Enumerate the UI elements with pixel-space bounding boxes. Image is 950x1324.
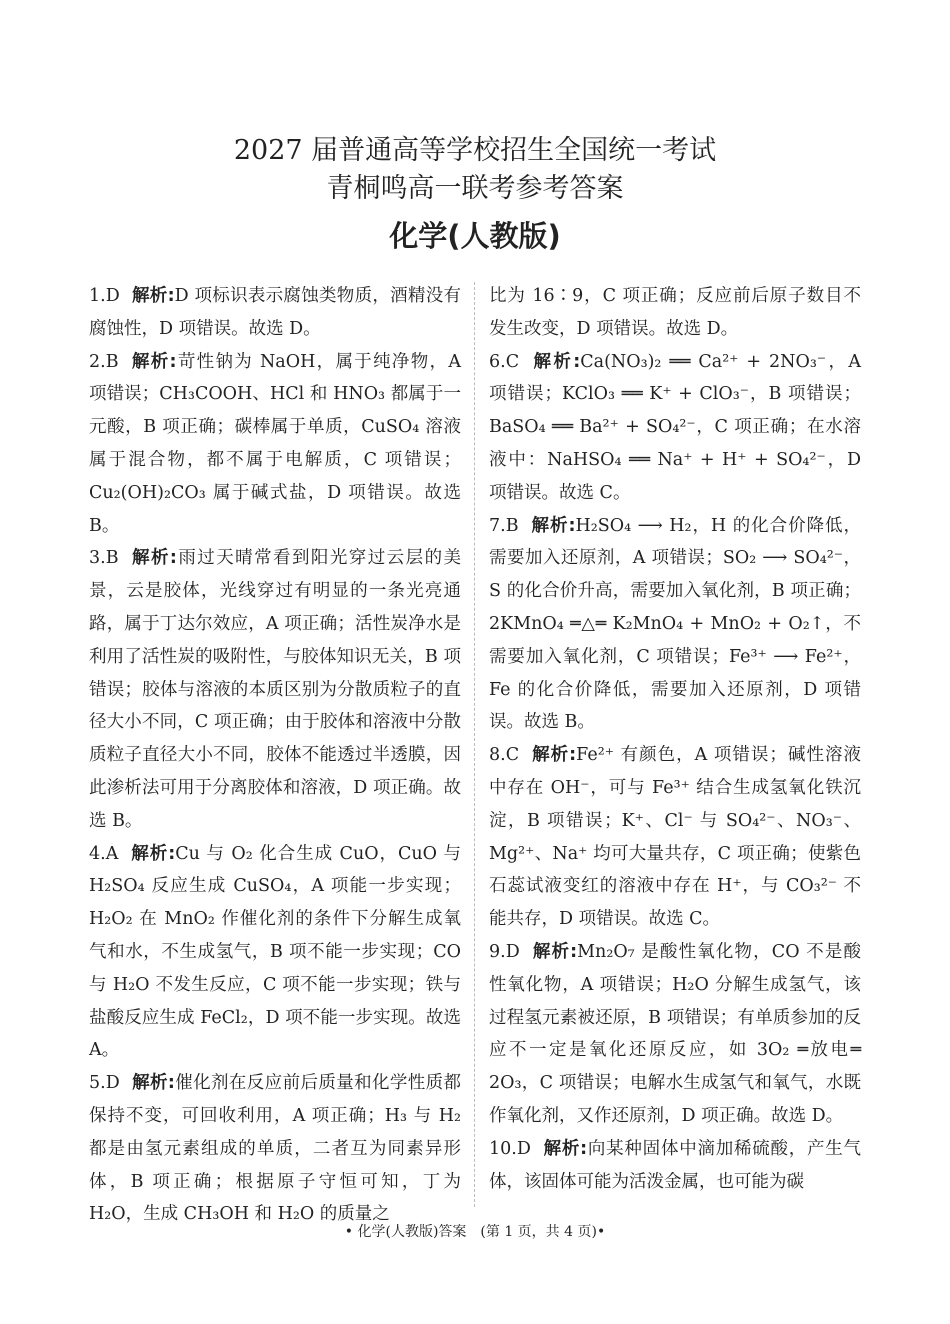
title-line-1: 2027 届普通高等学校招生全国统一考试 <box>233 135 717 166</box>
answer-text: H₂SO₄ ⟶ H₂，H 的化合价降低，需要加入还原剂，A 项错误；SO₂ ⟶ SO₄²⁻，S 的化合价升高，需要加入氧化剂，B 项正确；2KMnO₄ ═△═ K₂MnO₄ + MnO₂ + O₂↑，不需要加入氧化剂，C 项错误；Fe³⁺ ⟶ Fe²⁺，Fe 的化合价降低，需要加入还原剂，D 项错误。故选 B。 <box>489 515 861 733</box>
analysis-label: 解析: <box>530 515 576 536</box>
analysis-label: 解析: <box>130 843 176 864</box>
analysis-label: 解析: <box>542 1138 588 1159</box>
subject-title: 化学(人教版) <box>389 219 561 253</box>
answer-item-2 <box>89 346 461 543</box>
answer-number: 10.D <box>489 1138 531 1159</box>
answer-item-9 <box>489 936 861 1133</box>
answer-number: 6.C <box>489 351 520 372</box>
answer-text: 催化剂在反应前后质量和化学性质都保持不变，可回收利用，A 项正确；H₃ 与 H₂ 都是由氢元素组成的单质，二者互为同素异形体，B 项正确；根据原子守恒可知，丁为 H₂O，生成 CH₃OH 和 H₂O 的质量之 <box>89 1073 462 1225</box>
answer-item-6 <box>489 346 861 510</box>
answer-item-3 <box>89 542 461 837</box>
analysis-label: 解析: <box>531 745 577 766</box>
answer-item-7 <box>489 510 861 740</box>
answer-item-8 <box>489 739 861 936</box>
analysis-label: 解析: <box>531 351 581 372</box>
answer-text: 苛性钠为 NaOH，属于纯净物，A 项错误；CH₃COOH、HCl 和 HNO₃ 都属于一元酸，B 项正确；碳棒属于单质，CuSO₄ 溶液属于混合物，都不属于电解质，C 项错误；Cu₂(OH)₂CO₃ 属于碱式盐，D 项错误。故选 B。 <box>89 351 461 536</box>
answer-text: D 项标识表示腐蚀类物质，酒精没有腐蚀性，D 项错误。故选 D。 <box>89 286 462 339</box>
right-column <box>489 280 861 1198</box>
answer-number: 7.B <box>489 515 519 536</box>
answer-text: Fe²⁺ 有颜色，A 项错误；碱性溶液中存在 OH⁻，可与 Fe³⁺ 结合生成氢氧化铁沉淀，B 项错误；K⁺、Cl⁻ 与 SO₄²⁻、NO₃⁻、Mg²⁺、Na⁺ 均可大量共存，C 项正确；使紫色石蕊试液变红的溶液中存在 H⁺，与 CO₃²⁻ 不能共存，D 项错误。故选 C。 <box>489 745 862 930</box>
column-divider <box>474 282 475 1207</box>
answer-item-4 <box>89 838 461 1068</box>
left-column <box>89 280 461 1231</box>
answer-text: 雨过天晴常看到阳光穿过云层的美景，云是胶体，光线穿过有明显的一条光亮通路，属于丁达尔效应，A 项正确；活性炭净水是利用了活性炭的吸附性，与胶体知识无关，B 项错误；胶体与溶液的本质区别为分散质粒子的直径大小不同，C 项正确；由于胶体和溶液中分散质粒子直径大小不同，胶体不能透过半透膜，因此渗析法可用于分离胶体和溶液，D 项正确。故选 B。 <box>89 548 462 831</box>
page-footer: • 化学(人教版)答案 (第 1 页，共 4 页)• <box>344 1224 606 1240</box>
answer-number: 8.C <box>489 745 520 766</box>
answer-text: Ca(NO₃)₂ ══ Ca²⁺ + 2NO₃⁻，A 项错误；KClO₃ ══ K⁺ + ClO₃⁻，B 项错误；BaSO₄ ══ Ba²⁺ + SO₄²⁻，C 项正确；在水溶液中：NaHSO₄ ══ Na⁺ + H⁺ + SO₄²⁻，D 项错误。故选 C。 <box>489 351 862 503</box>
analysis-label: 解析: <box>130 351 177 372</box>
answer-number: 3.B <box>89 548 119 569</box>
answer-number: 1.D <box>89 286 120 306</box>
answer-item-10 <box>489 1133 861 1199</box>
analysis-label: 解析: <box>131 1073 175 1094</box>
answer-text: Mn₂O₇ 是酸性氧化物，CO 不是酸性氧化物，A 项错误；H₂O 分解生成氢气，该过程氢元素被还原，B 项错误；有单质参加的反应不一定是氧化还原反应，如 3O₂ ═放电═ 2O₃，C 项错误；电解水生成氢气和氧气，水既作氧化剂，又作还原剂，D 项正确。故选 D。 <box>489 941 861 1126</box>
title-line-2: 青桐鸣高一联考参考答案 <box>326 173 624 204</box>
answer-number: 5.D <box>89 1073 120 1094</box>
answer-number: 2.B <box>89 351 119 372</box>
analysis-label: 解析: <box>130 548 177 569</box>
answer-number: 4.A <box>89 843 119 864</box>
answer-item-1 <box>89 280 461 346</box>
analysis-label: 解析: <box>131 286 175 306</box>
answer-item-5-continued: 比为 16∶9，C 项正确；反应前后原子数目不发生改变，D 项错误。故选 D。 <box>489 286 861 339</box>
answer-text: 向某种固体中滴加稀硫酸，产生气体，该固体可能为活泼金属，也可能为碳 <box>489 1138 862 1192</box>
answer-item-5 <box>89 1067 461 1231</box>
answer-text: Cu 与 O₂ 化合生成 CuO，CuO 与 H₂SO₄ 反应生成 CuSO₄，A 项能一步实现；H₂O₂ 在 MnO₂ 作催化剂的条件下分解生成氧气和水，不生成氢气，B 项不能一步实现；CO 与 H₂O 不发生反应，C 项不能一步实现；铁与盐酸反应生成 FeCl₂，D 项不能一步实现。故选 A。 <box>89 843 461 1061</box>
answer-number: 9.D <box>489 941 520 962</box>
analysis-label: 解析: <box>531 941 578 962</box>
